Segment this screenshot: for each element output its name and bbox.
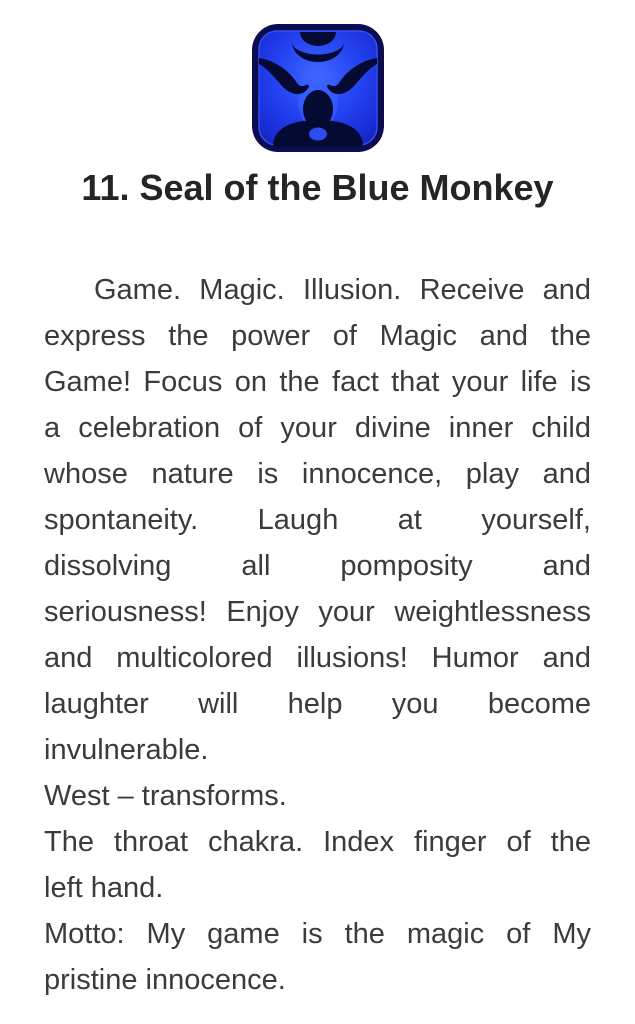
text-line: invulnerable. [44, 734, 209, 766]
text-line: pristine innocence. [44, 964, 286, 996]
text-line: seriousness! Enjoy your weightlessness [44, 596, 591, 628]
body-text [44, 267, 591, 1003]
text-line: Motto: My game is the magic of My [44, 918, 591, 950]
text-line: West – transforms. [44, 780, 287, 812]
text-line: and multicolored illusions! Humor and [44, 642, 591, 674]
text-line: Game. Magic. Illusion. Receive and [94, 274, 591, 306]
text-line: Game! Focus on the fact that your life is [44, 366, 591, 398]
text-line: express the power of Magic and the [44, 320, 591, 352]
page-title: 11. Seal of the Blue Monkey [81, 167, 554, 208]
text-line: spontaneity. Laugh at yourself, [44, 504, 591, 536]
glyph-hole [309, 128, 327, 141]
text-line: a celebration of your divine inner child [44, 412, 591, 444]
text-line: laughter will help you become [44, 688, 591, 720]
text-line: The throat chakra. Index finger of the [44, 826, 591, 858]
seal-icon-container [0, 0, 635, 153]
text-line: left hand. [44, 872, 164, 904]
text-line: dissolving all pomposity and [44, 550, 591, 582]
blue-monkey-seal-icon [251, 23, 385, 153]
text-line: whose nature is innocence, play and [44, 458, 591, 490]
